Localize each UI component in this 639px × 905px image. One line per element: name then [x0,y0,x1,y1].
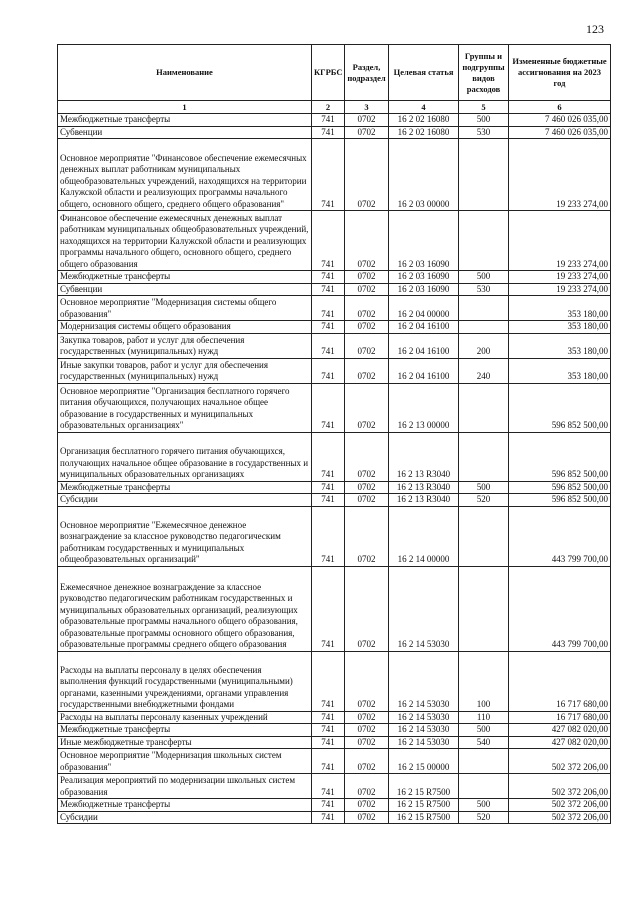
cell-name: Иные закупки товаров, работ и услуг для обеспечения государственных (муниципальных) нужд [58,358,312,383]
table-row [58,711,611,724]
cell-section: 0702 [345,736,389,749]
cell-name: Субсидии [58,494,312,507]
cell-kgrbs: 741 [312,211,345,271]
cell-article: 16 2 14 53030 [389,566,459,651]
cell-amount: 427 082 020,00 [509,724,611,737]
cell-kgrbs: 741 [312,296,345,321]
cell-kgrbs: 741 [312,774,345,799]
cell-section: 0702 [345,724,389,737]
cell-amount: 502 372 206,00 [509,749,611,774]
column-number: 3 [345,101,389,114]
cell-amount: 596 852 500,00 [509,383,611,432]
cell-article: 16 2 02 16080 [389,126,459,139]
cell-group [459,139,509,211]
cell-amount: 427 082 020,00 [509,736,611,749]
cell-kgrbs: 741 [312,481,345,494]
cell-article: 16 2 14 53030 [389,736,459,749]
cell-group [459,749,509,774]
cell-kgrbs: 741 [312,321,345,334]
cell-name: Финансовое обеспечение ежемесячных денежных выплат работникам муниципальных общеобразовательных учреждений, находящихся на территории Калужской области и реализующих программы начального общего, основного общего, среднего общего образования [58,211,312,271]
cell-name: Основное мероприятие "Финансовое обеспечение ежемесячных денежных выплат работникам муниципальных общеобразовательных учреждений, находящихся на территории Калужской области и реализующих программы начального общего, основного общего, среднего общего образования" [58,139,312,211]
cell-group: 240 [459,358,509,383]
budget-table [57,44,611,824]
cell-kgrbs: 741 [312,333,345,358]
cell-kgrbs: 741 [312,494,345,507]
cell-section: 0702 [345,566,389,651]
table-row [58,432,611,481]
cell-group: 500 [459,481,509,494]
cell-amount: 7 460 026 035,00 [509,114,611,127]
table-row [58,724,611,737]
cell-name: Межбюджетные трансферты [58,799,312,812]
cell-group: 500 [459,724,509,737]
table-body [58,114,611,824]
header-group: Группы и подгруппы видов расходов [459,45,509,101]
table-row [58,333,611,358]
cell-section: 0702 [345,358,389,383]
table-row [58,126,611,139]
cell-section: 0702 [345,211,389,271]
cell-section: 0702 [345,494,389,507]
cell-section: 0702 [345,271,389,284]
cell-group: 100 [459,651,509,711]
cell-name: Межбюджетные трансферты [58,724,312,737]
column-number: 2 [312,101,345,114]
cell-amount: 443 799 700,00 [509,506,611,566]
cell-article: 16 2 15 R7500 [389,774,459,799]
cell-section: 0702 [345,711,389,724]
cell-name: Субвенции [58,283,312,296]
cell-kgrbs: 741 [312,506,345,566]
cell-kgrbs: 741 [312,711,345,724]
cell-group: 520 [459,811,509,824]
cell-amount: 502 372 206,00 [509,811,611,824]
cell-name: Реализация мероприятий по модернизации школьных систем образования [58,774,312,799]
cell-amount: 16 717 680,00 [509,711,611,724]
cell-name: Расходы на выплаты персоналу в целях обеспечения выполнения функций государственными (муниципальными) органами, казенными учреждениями, органами управления государственными внебюджетными фондами [58,651,312,711]
cell-article: 16 2 13 R3040 [389,494,459,507]
cell-article: 16 2 04 16100 [389,358,459,383]
cell-section: 0702 [345,432,389,481]
cell-name: Межбюджетные трансферты [58,481,312,494]
cell-article: 16 2 14 00000 [389,506,459,566]
cell-amount: 7 460 026 035,00 [509,126,611,139]
cell-name: Основное мероприятие "Ежемесячное денежное вознаграждение за классное руководство педагогическим работникам государственных и муниципальных общеобразовательных организаций" [58,506,312,566]
cell-group: 500 [459,271,509,284]
cell-section: 0702 [345,774,389,799]
cell-amount: 353 180,00 [509,358,611,383]
cell-group [459,321,509,334]
cell-name: Субсидии [58,811,312,824]
table-row [58,271,611,284]
cell-group [459,296,509,321]
cell-article: 16 2 03 00000 [389,139,459,211]
cell-name: Основное мероприятие "Модернизация школьных систем образования" [58,749,312,774]
table-row [58,651,611,711]
cell-amount: 19 233 274,00 [509,139,611,211]
cell-name: Межбюджетные трансферты [58,114,312,127]
table-row [58,749,611,774]
header-amount: Измененные бюджетные ассигнования на 2023 год [509,45,611,101]
table-row [58,736,611,749]
cell-name: Основное мероприятие "Модернизация системы общего образования" [58,296,312,321]
cell-kgrbs: 741 [312,724,345,737]
cell-section: 0702 [345,283,389,296]
cell-section: 0702 [345,139,389,211]
table-row [58,506,611,566]
header-section: Раздел, подраздел [345,45,389,101]
cell-kgrbs: 741 [312,432,345,481]
cell-article: 16 2 13 R3040 [389,481,459,494]
cell-article: 16 2 03 16090 [389,211,459,271]
cell-group [459,211,509,271]
cell-group: 200 [459,333,509,358]
cell-amount: 596 852 500,00 [509,432,611,481]
cell-section: 0702 [345,383,389,432]
cell-group [459,383,509,432]
cell-section: 0702 [345,506,389,566]
cell-kgrbs: 741 [312,283,345,296]
cell-section: 0702 [345,811,389,824]
cell-name: Расходы на выплаты персоналу казенных учреждений [58,711,312,724]
cell-kgrbs: 741 [312,736,345,749]
cell-amount: 596 852 500,00 [509,494,611,507]
cell-group: 530 [459,126,509,139]
cell-kgrbs: 741 [312,383,345,432]
cell-section: 0702 [345,126,389,139]
cell-group [459,774,509,799]
cell-amount: 353 180,00 [509,321,611,334]
cell-kgrbs: 741 [312,651,345,711]
table-row [58,481,611,494]
cell-amount: 353 180,00 [509,296,611,321]
cell-name: Межбюджетные трансферты [58,271,312,284]
cell-amount: 502 372 206,00 [509,799,611,812]
cell-article: 16 2 04 16100 [389,321,459,334]
cell-article: 16 2 04 16100 [389,333,459,358]
table-row [58,139,611,211]
cell-group: 520 [459,494,509,507]
cell-article: 16 2 03 16090 [389,271,459,284]
cell-article: 16 2 03 16090 [389,283,459,296]
cell-article: 16 2 15 00000 [389,749,459,774]
cell-section: 0702 [345,114,389,127]
column-number: 1 [58,101,312,114]
cell-article: 16 2 13 00000 [389,383,459,432]
cell-group [459,566,509,651]
cell-name: Иные межбюджетные трансферты [58,736,312,749]
cell-kgrbs: 741 [312,749,345,774]
cell-group: 500 [459,799,509,812]
cell-amount: 19 233 274,00 [509,211,611,271]
cell-name: Организация бесплатного горячего питания обучающихся, получающих начальное общее образование в государственных и муниципальных образовательных организациях [58,432,312,481]
cell-article: 16 2 02 16080 [389,114,459,127]
table-row [58,494,611,507]
cell-kgrbs: 741 [312,271,345,284]
cell-group: 530 [459,283,509,296]
cell-kgrbs: 741 [312,114,345,127]
cell-amount: 443 799 700,00 [509,566,611,651]
cell-amount: 502 372 206,00 [509,774,611,799]
cell-amount: 353 180,00 [509,333,611,358]
cell-section: 0702 [345,321,389,334]
cell-amount: 16 717 680,00 [509,651,611,711]
table-row [58,358,611,383]
table-row [58,296,611,321]
cell-group: 540 [459,736,509,749]
table-row [58,383,611,432]
cell-amount: 19 233 274,00 [509,283,611,296]
cell-section: 0702 [345,651,389,711]
column-number-row [58,101,611,114]
cell-section: 0702 [345,481,389,494]
cell-name: Субвенции [58,126,312,139]
cell-article: 16 2 14 53030 [389,724,459,737]
cell-article: 16 2 04 00000 [389,296,459,321]
cell-kgrbs: 741 [312,799,345,812]
table-row [58,211,611,271]
cell-amount: 596 852 500,00 [509,481,611,494]
cell-group [459,506,509,566]
column-number: 5 [459,101,509,114]
cell-article: 16 2 14 53030 [389,651,459,711]
table-row [58,774,611,799]
table-row [58,283,611,296]
cell-section: 0702 [345,296,389,321]
cell-article: 16 2 15 R7500 [389,799,459,812]
page-number: 123 [586,22,604,36]
cell-section: 0702 [345,799,389,812]
header-article: Целевая статья [389,45,459,101]
cell-name: Ежемесячное денежное вознаграждение за классное руководство педагогическим работникам государственных и муниципальных образовательных организаций, реализующих образовательные программы начального общего образования, образовательные программы основного общего образования, образовательные программы среднего общего образования [58,566,312,651]
cell-group: 500 [459,114,509,127]
table-row [58,566,611,651]
column-number: 6 [509,101,611,114]
cell-article: 16 2 14 53030 [389,711,459,724]
cell-kgrbs: 741 [312,811,345,824]
table-header-row [58,45,611,101]
cell-kgrbs: 741 [312,139,345,211]
table-row [58,799,611,812]
cell-section: 0702 [345,333,389,358]
cell-kgrbs: 741 [312,566,345,651]
cell-name: Основное мероприятие "Организация бесплатного горячего питания обучающихся, получающих начальное общее образование в государственных и муниципальных образовательных организациях" [58,383,312,432]
table-row [58,811,611,824]
cell-kgrbs: 741 [312,126,345,139]
cell-group [459,432,509,481]
cell-section: 0702 [345,749,389,774]
header-kgrbs: КГРБС [312,45,345,101]
header-name: Наименование [58,45,312,101]
cell-article: 16 2 13 R3040 [389,432,459,481]
cell-name: Закупка товаров, работ и услуг для обеспечения государственных (муниципальных) нужд [58,333,312,358]
cell-article: 16 2 15 R7500 [389,811,459,824]
cell-name: Модернизация системы общего образования [58,321,312,334]
table-row [58,114,611,127]
table-row [58,321,611,334]
column-number: 4 [389,101,459,114]
cell-group: 110 [459,711,509,724]
cell-kgrbs: 741 [312,358,345,383]
cell-amount: 19 233 274,00 [509,271,611,284]
